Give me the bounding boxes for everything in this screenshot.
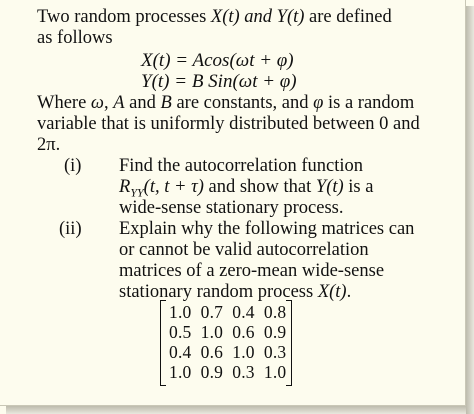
- item-ii-line-2: or cannot be valid autocorrelation: [119, 240, 369, 260]
- intro-and: and: [239, 7, 277, 27]
- item-label-i: (i): [64, 156, 82, 176]
- page-shadow-bottom: [6, 406, 466, 414]
- equation-x: X(t) = Acos(ωt + φ): [141, 50, 294, 71]
- process-x-ref: X(t): [317, 282, 347, 302]
- item-ii-line-4: [119, 282, 351, 302]
- item-i-text-end: is a: [343, 177, 374, 197]
- autocorr-r: R: [119, 177, 131, 197]
- matrix-row-4: 1.0 0.9 0.3 1.0: [169, 362, 287, 382]
- autocorr-args: (t, t + τ): [143, 177, 204, 197]
- constant-b: B: [160, 93, 172, 113]
- page-shadow-right: [466, 6, 474, 414]
- desc-text: Where: [37, 93, 91, 113]
- process-y: Y(t): [276, 7, 305, 27]
- equation-y: Y(t) = B Sin(ωt + φ): [141, 71, 297, 92]
- item-ii-period: .: [346, 282, 352, 302]
- item-i-line-3: wide-sense stationary process.: [119, 198, 344, 218]
- matrix-right-bracket: [286, 300, 292, 386]
- constant-a: A: [113, 93, 125, 113]
- item-i-line-1: Find the autocorrelation function: [119, 156, 364, 176]
- desc-text-end: is a random: [323, 93, 415, 113]
- item-ii-text: stationary random process: [119, 282, 318, 302]
- intro-text: Two random processes: [37, 7, 211, 27]
- matrix-row-2: 0.5 1.0 0.6 0.9: [169, 322, 287, 342]
- item-ii-line-1: Explain why the following matrices can: [119, 219, 415, 239]
- item-i-text: and show that: [203, 177, 316, 197]
- matrix-row-1: 1.0 0.7 0.4 0.8: [169, 302, 287, 322]
- process-x: X(t): [210, 7, 240, 27]
- intro-text-end: are defined: [304, 7, 392, 27]
- autocorr-subscript: YY: [130, 185, 144, 200]
- autocorrelation-matrix: [160, 300, 292, 386]
- phi-symbol: φ: [313, 93, 324, 113]
- description-line-1: [37, 93, 414, 113]
- item-ii-line-3: matrices of a zero-mean wide-sense: [119, 261, 385, 281]
- description-line-3: 2π.: [37, 135, 61, 155]
- omega-symbol: ω: [90, 93, 104, 113]
- desc-text-mid: are constants, and: [171, 93, 314, 113]
- intro-line-1: [37, 7, 392, 27]
- intro-line-2: as follows: [37, 28, 113, 48]
- item-label-ii: (ii): [59, 219, 82, 239]
- matrix-left-bracket: [160, 300, 166, 386]
- process-y-ref: Y(t): [315, 177, 344, 197]
- desc-and: and: [124, 93, 161, 113]
- matrix-row-3: 0.4 0.6 1.0 0.3: [169, 342, 287, 362]
- description-line-2: variable that is uniformly distributed between 0 and: [37, 114, 420, 134]
- desc-comma: ,: [103, 93, 114, 113]
